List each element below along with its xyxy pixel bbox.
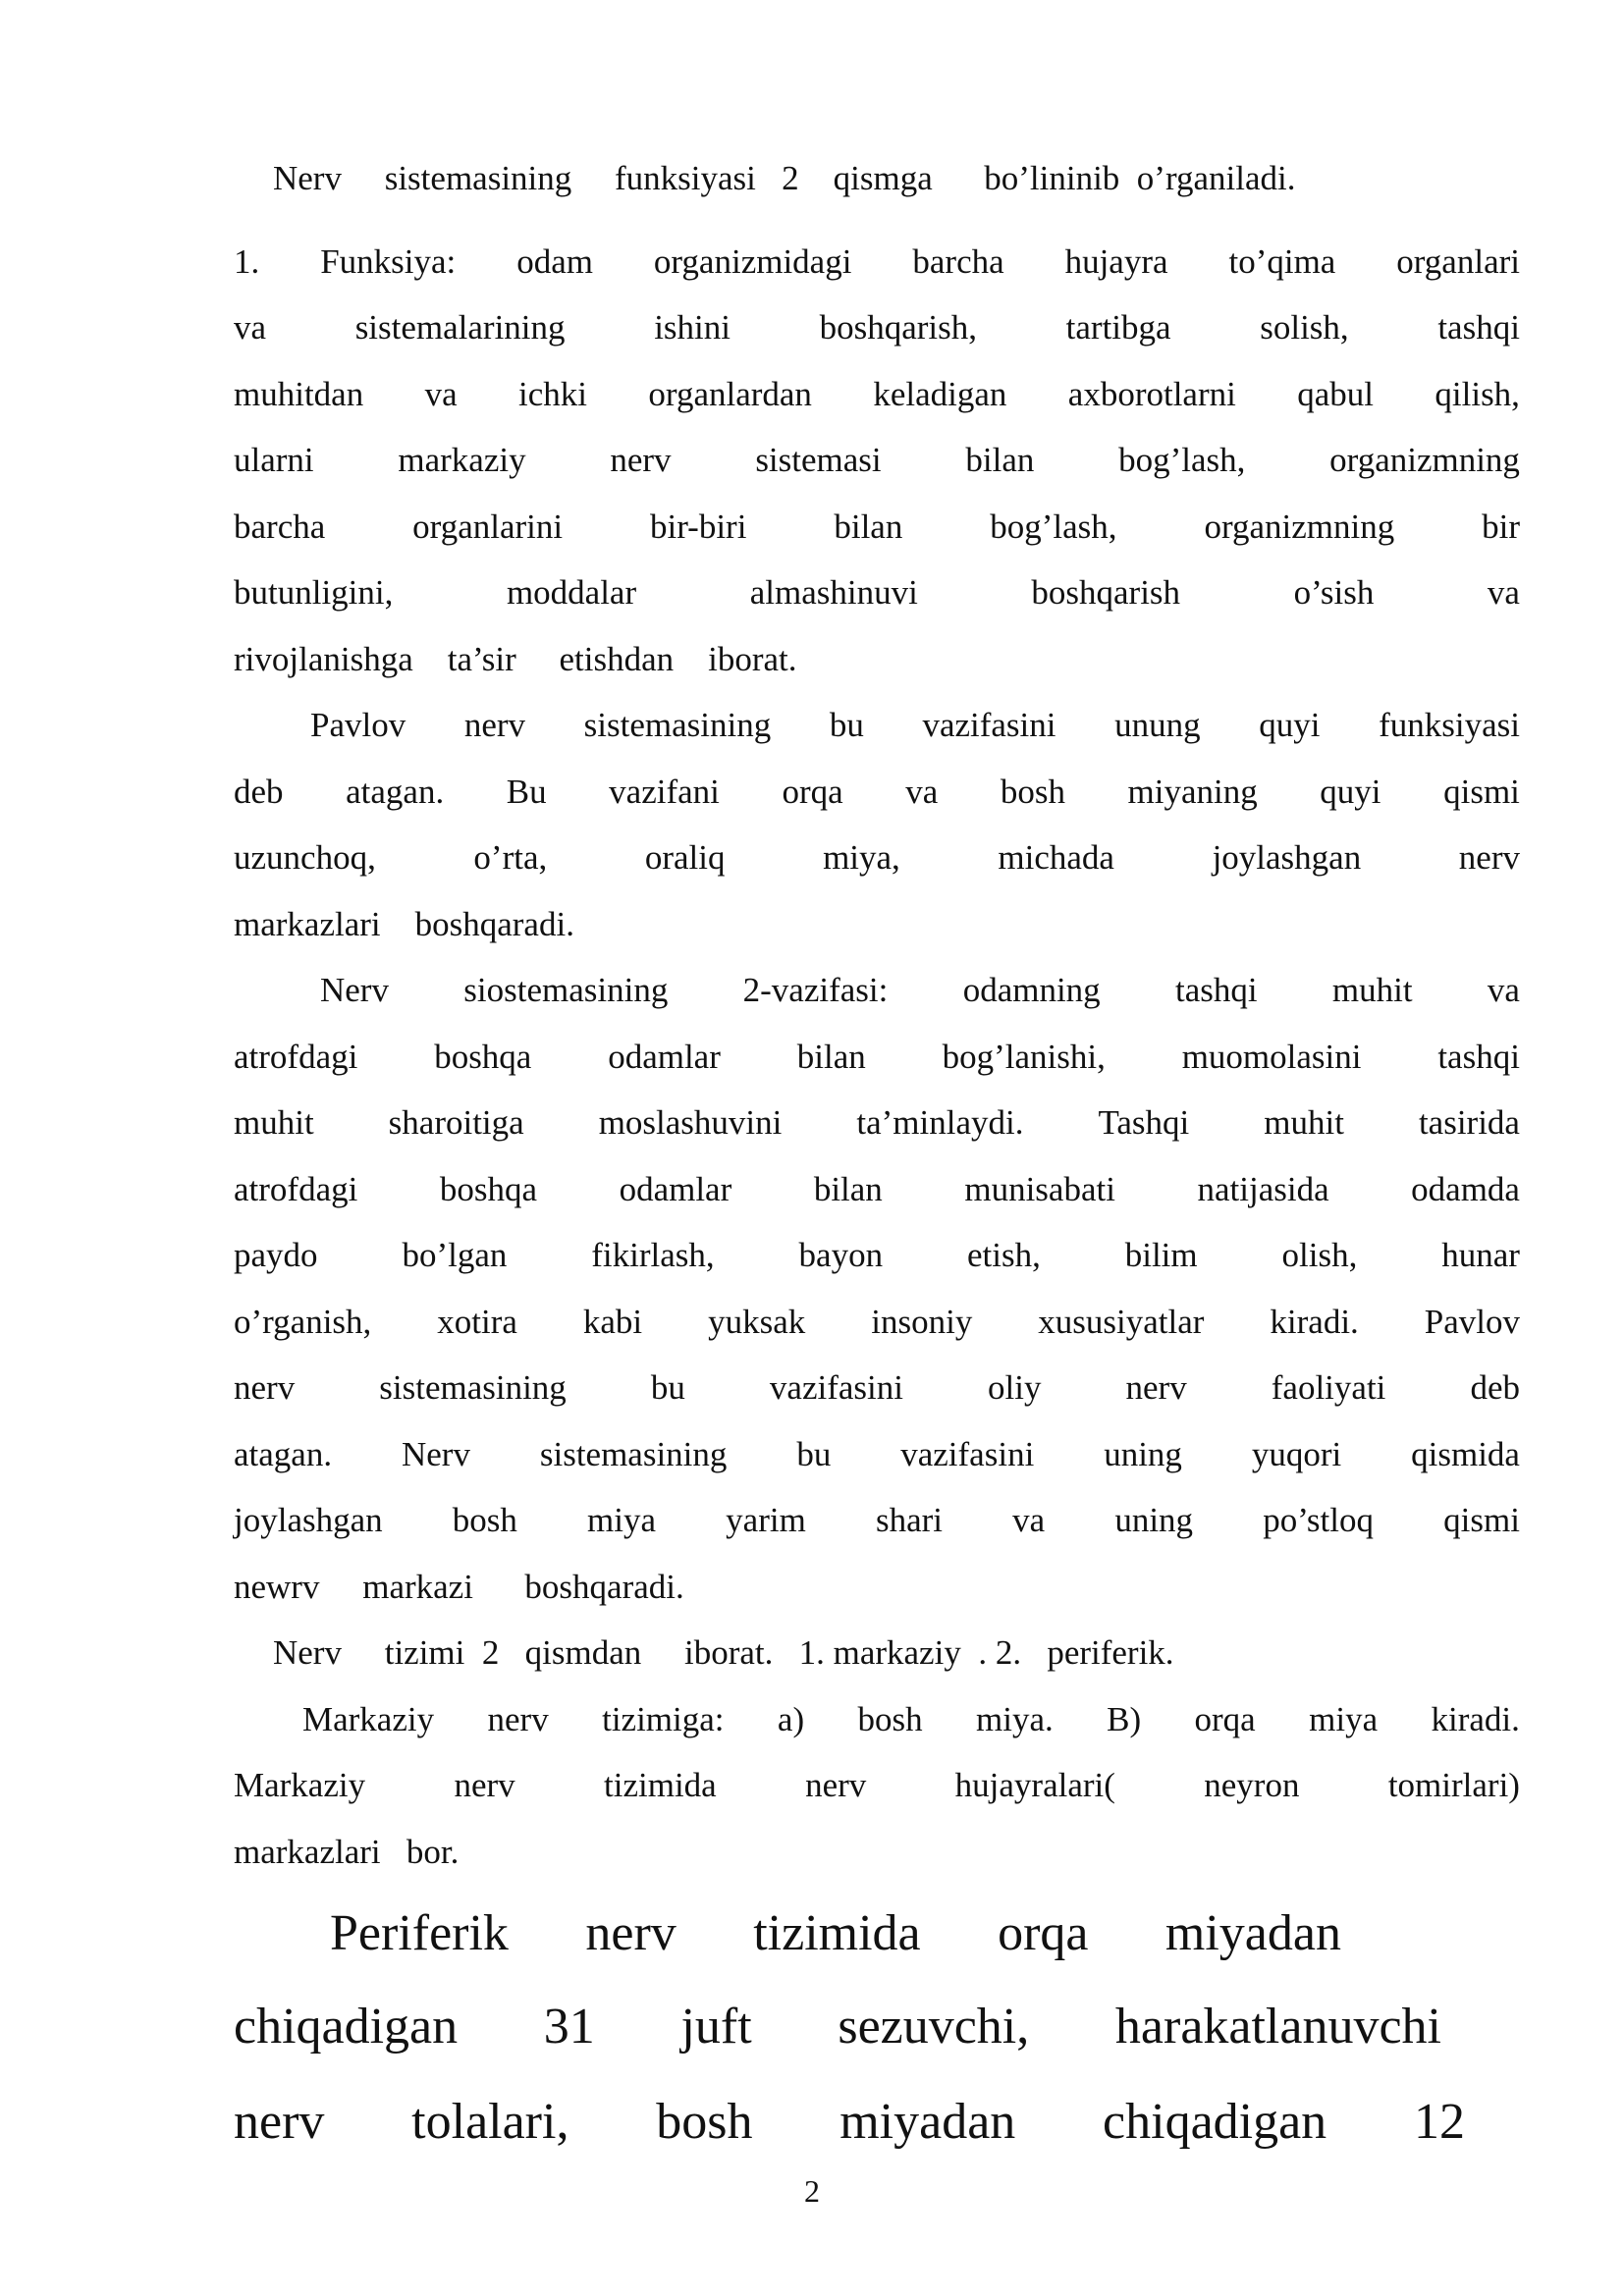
text-line: Nerv sistemasining funksiyasi 2 qismga bo’lininib o’rganiladi. [273,159,1296,197]
text-line: deb atagan. Bu vazifani orqa va bosh miyaning quyi qismi [234,773,1520,811]
text-line: rivojlanishga ta’sir etishdan iborat. [234,640,797,678]
text-line: joylashgan bosh miya yarim shari va uning po’stloq qismi [234,1501,1520,1539]
text-line: butunligini, moddalar almashinuvi boshqarish o’sish va [234,573,1520,612]
text-line: chiqadigan 31 juft sezuvchi, harakatlanuvchi [234,1999,1441,2055]
page-number: 2 [804,2173,820,2209]
text-line: o’rganish, xotira kabi yuksak insoniy xususiyatlar kiradi. Pavlov [234,1303,1520,1341]
text-line: nerv sistemasining bu vazifasini oliy nerv faoliyati deb [234,1368,1520,1407]
text-line: atrofdagi boshqa odamlar bilan munisabati natijasida odamda [234,1170,1520,1208]
text-line: atrofdagi boshqa odamlar bilan bog’lanishi, muomolasini tashqi [234,1038,1520,1076]
text-line: barcha organlarini bir-biri bilan bog’lash, organizmning bir [234,507,1520,546]
text-line: ularni markaziy nerv sistemasi bilan bog’lash, organizmning [234,441,1520,479]
text-line: Nerv siostemasining 2-vazifasi: odamning tashqi muhit va [320,971,1520,1009]
text-line: markazlari boshqaradi. [234,905,574,943]
text-line: markazlari bor. [234,1833,460,1871]
text-line: va sistemalarining ishini boshqarish, tartibga solish, tashqi [234,308,1520,347]
text-line: 1. Funksiya: odam organizmidagi barcha hujayra to’qima organlari [234,242,1520,281]
text-line: Markaziy nerv tizimiga: a) bosh miya. B) orqa miya kiradi. [302,1700,1520,1738]
text-line: uzunchoq, o’rta, oraliq miya, michada joylashgan nerv [234,838,1520,877]
text-line: Nerv tizimi 2 qismdan iborat. 1. markaziy . 2. periferik. [273,1633,1174,1672]
text-line: nerv tolalari, bosh miyadan chiqadigan 12 [234,2094,1465,2150]
text-line: Pavlov nerv sistemasining bu vazifasini unung quyi funksiyasi [310,706,1520,744]
text-line: Markaziy nerv tizimida nerv hujayralari( neyron tomirlari) [234,1766,1520,1804]
text-line: newrv markazi boshqaradi. [234,1568,684,1606]
text-line: muhit sharoitiga moslashuvini ta’minlaydi. Tashqi muhit tasirida [234,1103,1520,1142]
text-line: atagan. Nerv sistemasining bu vazifasini uning yuqori qismida [234,1435,1520,1473]
text-line: paydo bo’lgan fikirlash, bayon etish, bilim olish, hunar [234,1236,1520,1274]
text-line: Periferik nerv tizimida orqa miyadan [330,1905,1341,1961]
text-line: muhitdan va ichki organlardan keladigan axborotlarni qabul qilish, [234,375,1520,413]
